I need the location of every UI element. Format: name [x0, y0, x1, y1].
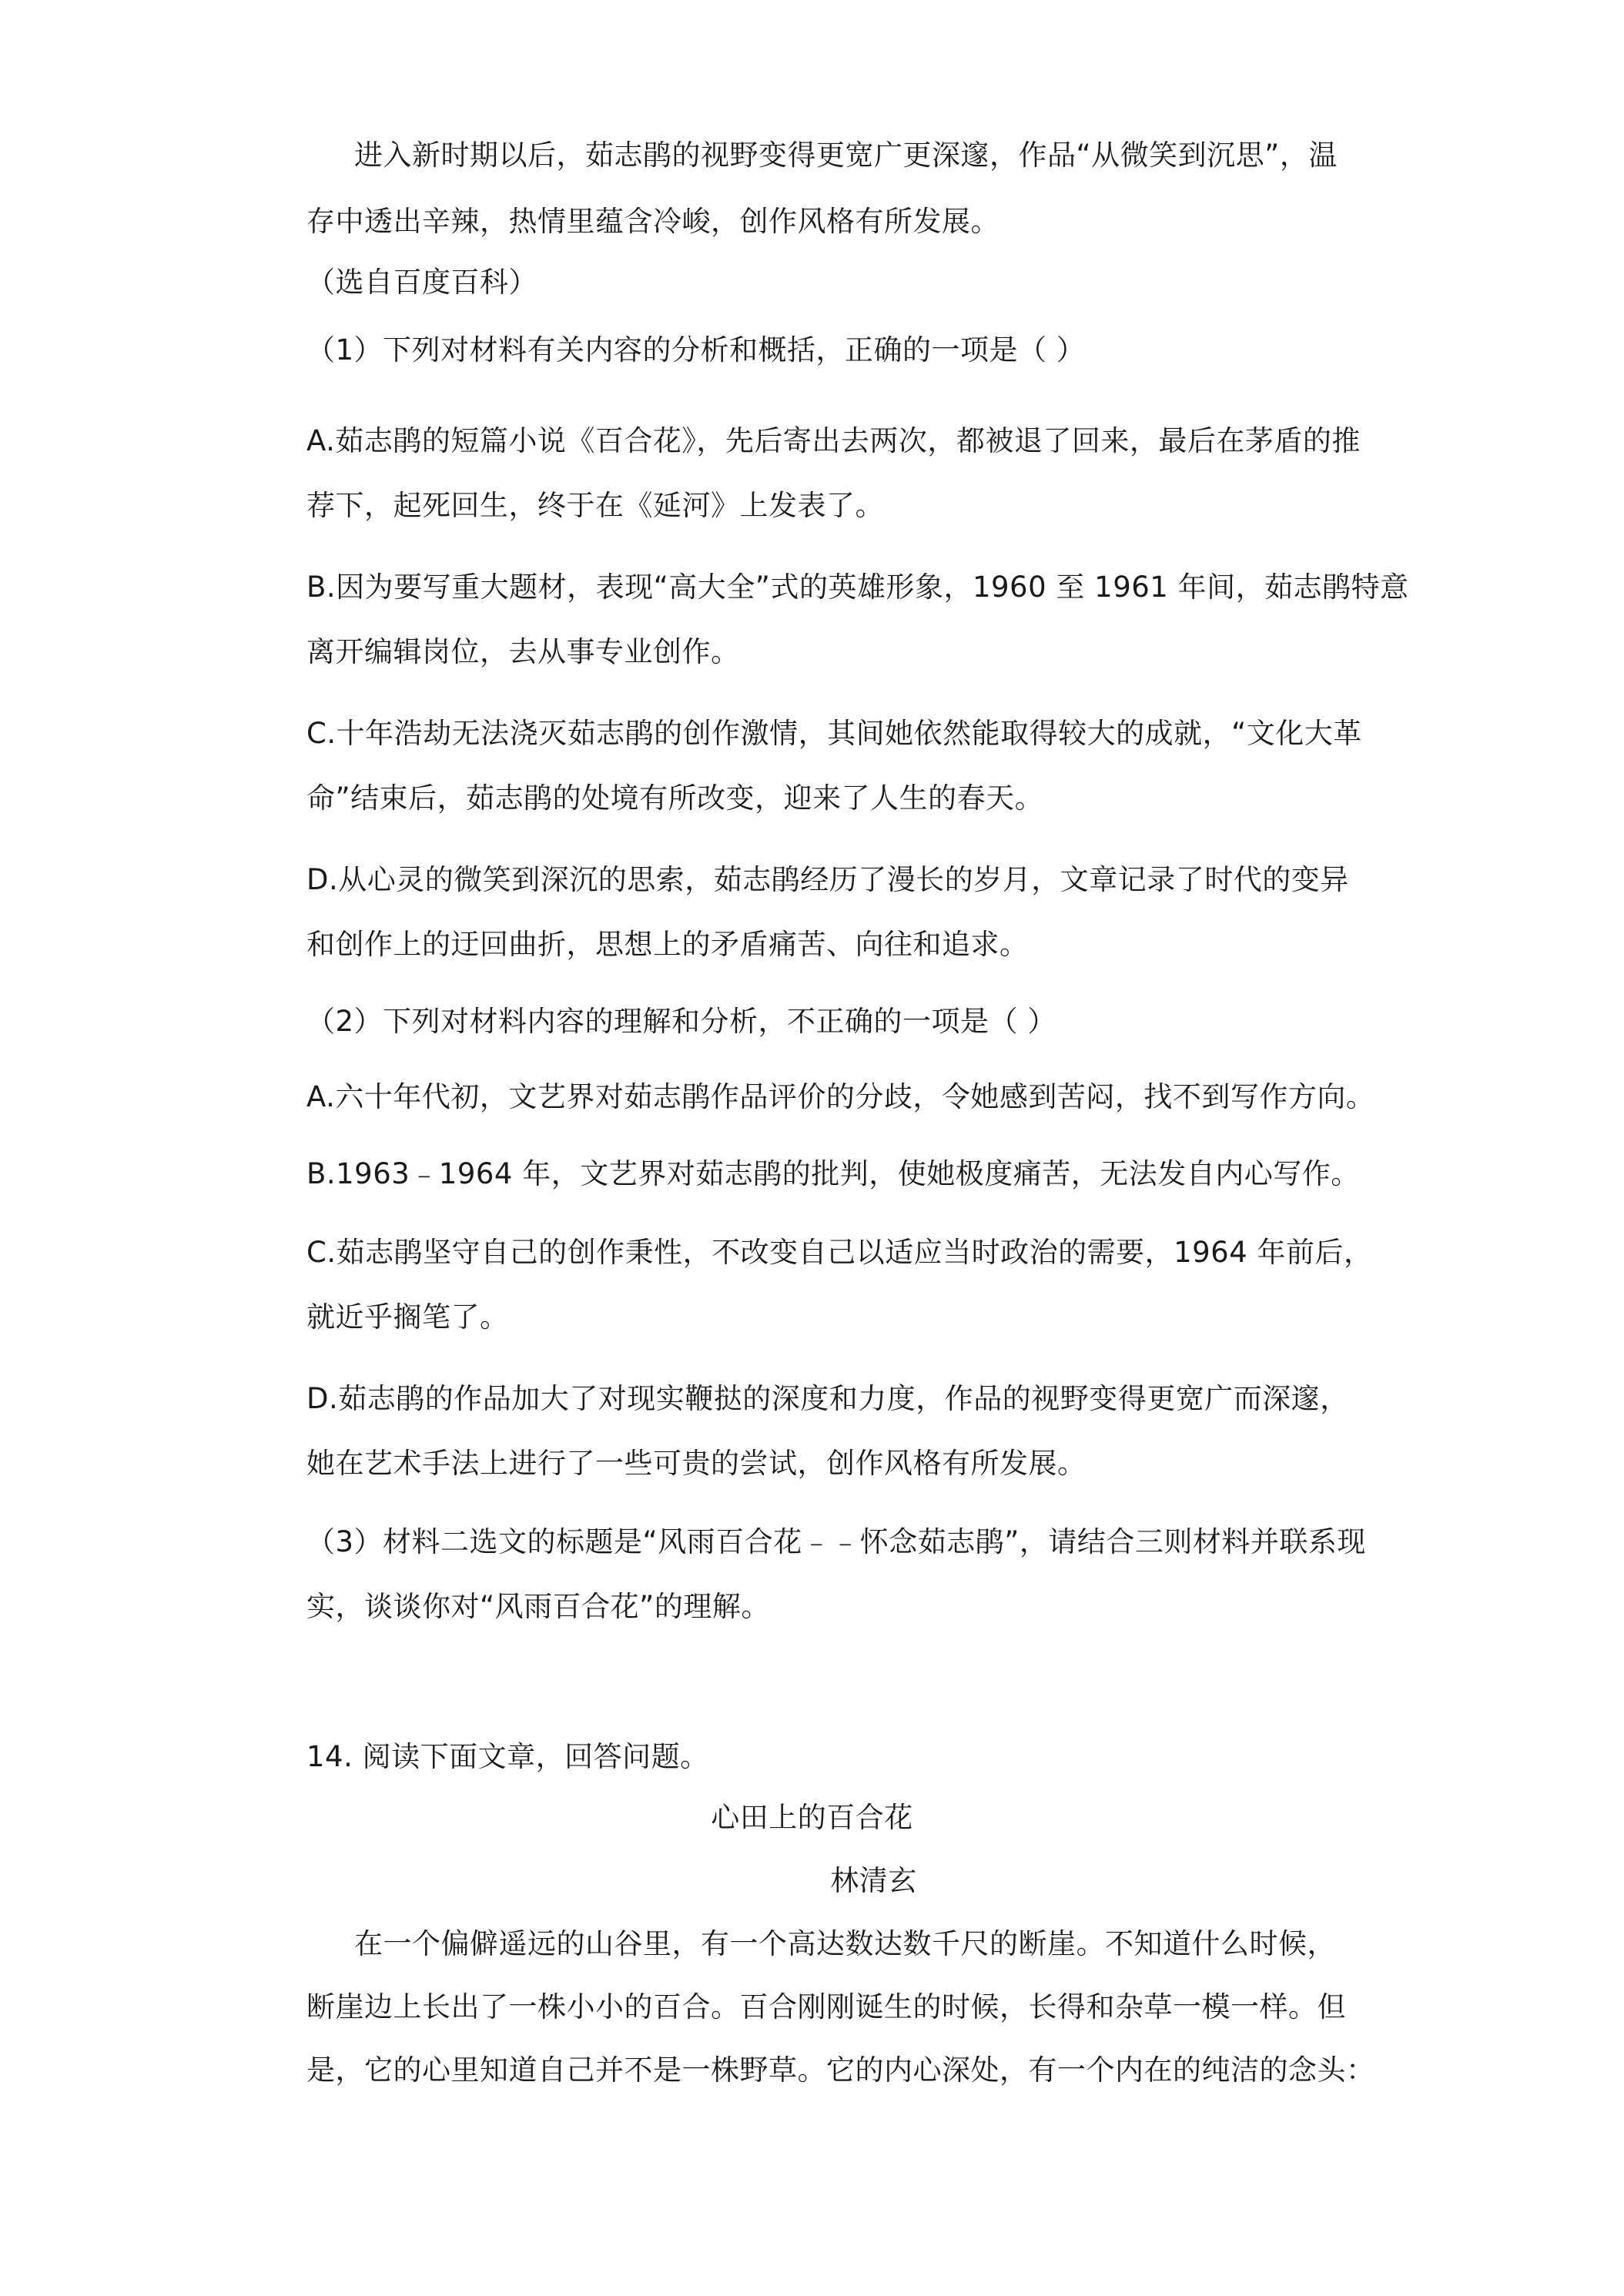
q1-option-c-line-2: 命”结束后，茹志鹃的处境有所改变，迎来了人生的春天。 [306, 782, 1044, 815]
q2-option-a: A.六十年代初，文艺界对茹志鹃作品评价的分歧，令她感到苦闷，找不到写作方向。 [306, 1080, 1375, 1113]
q1-option-a-line-2: 荐下，起死回生，终于在《延河》上发表了。 [306, 489, 884, 522]
intro-line-1: 进入新时期以后，茹志鹃的视野变得更宽广更深邃，作品“从微笑到沉思”，温 [354, 139, 1338, 172]
q2-stem: （2）下列对材料内容的理解和分析，不正确的一项是（ ） [306, 1005, 1056, 1038]
intro-line-2: 存中透出辛辣，热情里蕴含冷峻，创作风格有所发展。 [306, 205, 1000, 238]
q2-option-d-line-2: 她在艺术手法上进行了一些可贵的尝试，创作风格有所发展。 [306, 1447, 1087, 1480]
q1-stem: （1）下列对材料有关内容的分析和概括，正确的一项是（ ） [306, 333, 1086, 366]
article-paragraph-line-2: 断崖边上长出了一株小小的百合。百合刚刚诞生的时候，长得和杂草一模一样。但 [306, 1990, 1346, 2023]
q1-option-b-line-1: B.因为要写重大题材，表现“高大全”式的英雄形象，1960 至 1961 年间，茹志鹃特意 [306, 571, 1409, 604]
q2-option-b: B.1963﹣1964 年，文艺界对茹志鹃的批判，使她极度痛苦，无法发自内心写作。 [306, 1157, 1360, 1190]
q1-option-d-line-2: 和创作上的迂回曲折，思想上的矛盾痛苦、向往和追求。 [306, 928, 1029, 961]
q2-option-d-line-1: D.茹志鹃的作品加大了对现实鞭挞的深度和力度，作品的视野变得更宽广而深邃， [306, 1382, 1349, 1415]
q1-option-b-line-2: 离开编辑岗位，去从事专业创作。 [306, 635, 740, 668]
q3-stem-line-1: （3）材料二选文的标题是“风雨百合花﹣﹣怀念茹志鹃”，请结合三则材料并联系现 [306, 1525, 1366, 1558]
q1-option-d-line-1: D.从心灵的微笑到深沉的思索，茹志鹃经历了漫长的岁月，文章记录了时代的变异 [306, 863, 1349, 896]
q3-stem-line-2: 实，谈谈你对“风雨百合花”的理解。 [306, 1590, 770, 1623]
q1-option-a-line-1: A.茹志鹃的短篇小说《百合花》，先后寄出去两次，都被退了回来，最后在茅盾的推 [306, 424, 1361, 457]
q2-option-c-line-2: 就近乎搁笔了。 [306, 1300, 509, 1334]
article-paragraph-line-3: 是，它的心里知道自己并不是一株野草。它的内心深处，有一个内在的纯洁的念头： [306, 2053, 1375, 2087]
q14-stem: 14. 阅读下面文章，回答问题。 [306, 1740, 709, 1773]
article-title: 心田上的百合花 [711, 1801, 913, 1834]
q2-option-c-line-1: C.茹志鹃坚守自己的创作秉性，不改变自己以适应当时政治的需要，1964 年前后， [306, 1236, 1373, 1269]
article-paragraph-line-1: 在一个偏僻遥远的山谷里，有一个高达数达数千尺的断崖。不知道什么时候， [354, 1927, 1336, 1960]
article-author: 林清玄 [830, 1864, 917, 1897]
source-note: （选自百度百科） [306, 266, 537, 299]
q1-option-c-line-1: C.十年浩劫无法浇灭茹志鹃的创作激情，其间她依然能取得较大的成就，“文化大革 [306, 717, 1362, 750]
